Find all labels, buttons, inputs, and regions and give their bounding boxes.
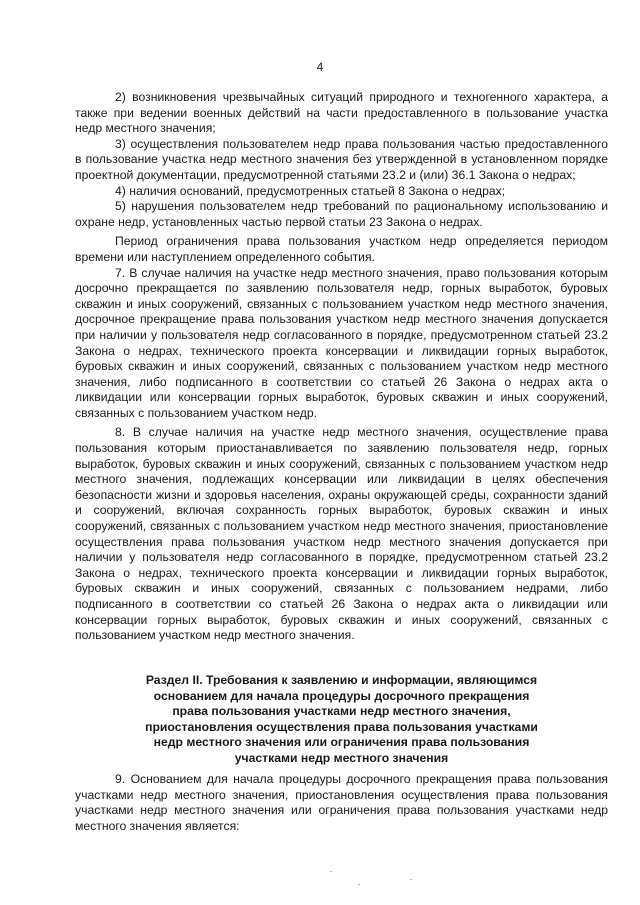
paragraph-item-5: 5) нарушения пользователем недр требований по рациональному использованию и охране недр, установленных частью первой статьи 23 Закона о недрах. bbox=[75, 199, 608, 229]
section-heading-line: участками недр местного значения bbox=[234, 750, 449, 765]
paragraph-restriction-period: Период ограничения права пользования участком недр определяется периодом времени или наступлением определенного события. bbox=[75, 234, 608, 264]
scan-speck bbox=[358, 884, 360, 885]
page-number: 4 bbox=[316, 60, 324, 74]
paragraph-item-3: 3) осуществления пользователем недр права пользования частью предоставленного в пользование участка недр местного значения без утвержденной в установленном порядке проектной документации, предусмотренной статьями 23.2 и (или) 36.1 Закона о недрах; bbox=[75, 136, 608, 182]
section-heading bbox=[95, 673, 588, 767]
paragraph-clause-7: 7. В случае наличия на участке недр местного значения, право пользования которым досрочно прекращается по заявлению пользователя недр, горных выработок, буровых скважин и иных сооружений, связанных с пользованием участком недр местного значения, досрочное прекращение права пользования участком недр местного значения допускается при наличии у пользователя недр согласованного в порядке, предусмотренном статьей 23.2 Закона о недрах, технического проекта консервации и ликвидации горных выработок, буровых скважин и иных сооружений, связанных с пользованием участком недр местного значения, либо подписанного в соответствии со статьей 26 Закона о недрах акта о ликвидации или консервации горных выработок, буровых скважин и иных сооружений, связанных с пользованием участком недр. bbox=[75, 265, 608, 420]
paragraph-item-2: 2) возникновения чрезвычайных ситуаций природного и техногенного характера, а также при ведении военных действий на части предоставленного в пользование участка недр местного значения; bbox=[75, 90, 608, 136]
scan-speck bbox=[330, 871, 332, 872]
section-heading-line: Раздел II. Требования к заявлению и информации, являющимся bbox=[145, 673, 538, 687]
body-text bbox=[75, 90, 608, 648]
section-heading-line: приостановления осуществления права пользования участками bbox=[145, 719, 538, 734]
paragraph-clause-8: 8. В случае наличия на участке недр местного значения, осуществление права пользования которым приостанавливается по заявлению пользователя недр, горных выработок, буровых скважин и иных сооружений, связанных с пользованием участком недр местного значения, подлежащих консервации или ликвидации в целях обеспечения безопасности жизни и здоровья населения, охраны окружающей среды, сохранности зданий и сооружений, включая сохранность горных выработок, буровых скважин и иных сооружений, связанных с пользованием участком недр местного значения, приостановление осуществления права пользования участком недр местного значения допускается при наличии у пользователя недр согласованного в порядке, предусмотренном статьей 23.2 Закона о недрах, технического проекта консервации и ликвидации горных выработок, буровых скважин и иных сооружений, связанных с пользованием недрами, либо подписанного в соответствии со статьей 26 Закона о недрах акта о ликвидации или консервации горных выработок, буровых скважин и иных сооружений, связанных с пользованием участком недр местного значения. bbox=[75, 425, 608, 643]
closing-text bbox=[75, 772, 608, 834]
section-heading-line: права пользования участками недр местного значения, bbox=[172, 704, 511, 719]
paragraph-item-4: 4) наличия оснований, предусмотренных статьей 8 Закона о недрах; bbox=[115, 183, 506, 198]
scan-speck bbox=[410, 879, 412, 880]
section-heading-line: основанием для начала процедуры досрочного прекращения bbox=[153, 688, 530, 703]
paragraph-clause-9: 9. Основанием для начала процедуры досрочного прекращения права пользования участками недр местного значения, приостановления осуществления права пользования участками недр местного значения или ограничения права пользования участками недр местного значения является: bbox=[75, 772, 608, 833]
section-heading-line: недр местного значения или ограничения права пользования bbox=[153, 735, 530, 750]
